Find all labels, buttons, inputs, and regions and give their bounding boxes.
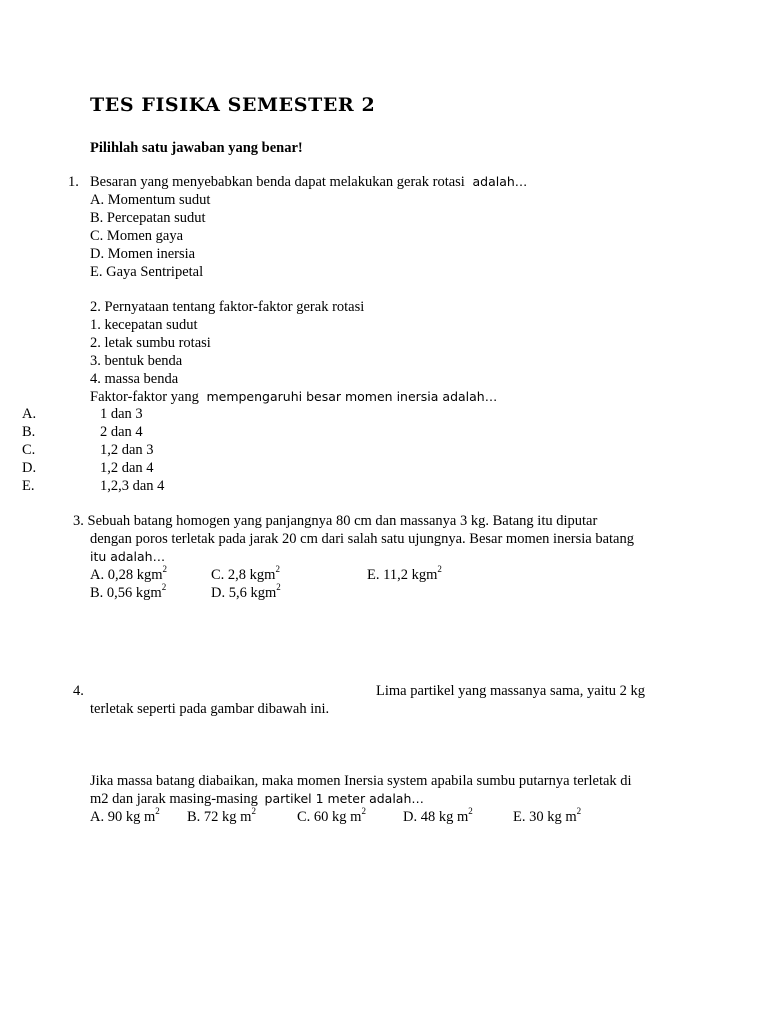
exponent: 2: [361, 806, 366, 817]
exponent: 2: [576, 806, 582, 817]
exponent: 2: [161, 582, 167, 593]
q1-text: [90, 173, 527, 191]
q2-option-letter: B.: [22, 424, 36, 440]
q2-statement: 1. kecepatan sudut: [90, 317, 198, 333]
exponent: 2: [437, 564, 442, 575]
exponent: 2: [275, 564, 280, 575]
q1-number: 1.: [68, 174, 79, 190]
q3-option-text: C. 2,8 kgm: [211, 567, 276, 583]
q4-paragraph-start: m2 dan jarak masing-masing: [90, 791, 258, 807]
q4-option-text: B. 72 kg m: [187, 809, 252, 825]
exponent: 2: [162, 564, 167, 575]
exponent: 2: [468, 806, 473, 817]
q3-line: 3. Sebuah batang homogen yang panjangnya 80 cm dan massanya 3 kg. Batang itu diputar: [73, 513, 598, 529]
q3-option-d: [211, 584, 281, 602]
q2-option-value: 1 dan 3: [100, 406, 143, 422]
q2-option-letter: C.: [22, 442, 36, 458]
q4-text: terletak seperti pada gambar dibawah ini.: [90, 701, 330, 717]
q3-option-text: E. 11,2 kgm: [367, 567, 438, 583]
q1-option: D. Momen inersia: [90, 246, 196, 262]
q2-prompt-end: mempengaruhi besar momen inersia adalah…: [206, 389, 498, 404]
q1-option: C. Momen gaya: [90, 228, 184, 244]
q2-option-value: 1,2 dan 4: [100, 460, 154, 476]
q1-option: B. Percepatan sudut: [90, 210, 206, 226]
q3-line: dengan poros terletak pada jarak 20 cm dari salah satu ujungnya. Besar momen inersia batang: [90, 531, 634, 547]
q4-paragraph: [90, 790, 424, 808]
q3-option-text: A. 0,28 kgm: [90, 567, 163, 583]
q4-number: 4.: [73, 683, 84, 699]
q3-option-text: B. 0,56 kgm: [90, 585, 162, 601]
q1-option: E. Gaya Sentripetal: [90, 264, 204, 280]
q3-option-c: [211, 566, 280, 584]
q4-paragraph-end: partikel 1 meter adalah…: [264, 791, 424, 806]
page-title: TES FISIKA SEMESTER 2: [90, 94, 376, 116]
q1-option: A. Momentum sudut: [90, 192, 211, 208]
q3-option-e: [367, 566, 442, 584]
q2-option-letter: A.: [22, 406, 37, 422]
q3-option-b: [90, 584, 166, 602]
q2-option-letter: D.: [22, 460, 37, 476]
q2-statement: 3. bentuk benda: [90, 353, 183, 369]
instruction: Pilihlah satu jawaban yang benar!: [90, 140, 303, 156]
exponent: 2: [276, 582, 281, 593]
q3-option-text: D. 5,6 kgm: [211, 585, 277, 601]
q1-question-tail: adalah…: [472, 174, 528, 189]
q4-option-d: [403, 808, 473, 826]
q2-option-letter: E.: [22, 478, 35, 494]
q4-text: Lima partikel yang massanya sama, yaitu 2 kg: [376, 683, 645, 699]
q2-option-value: 1,2,3 dan 4: [100, 478, 165, 494]
q4-option-text: E. 30 kg m: [513, 809, 577, 825]
q4-option-text: D. 48 kg m: [403, 809, 469, 825]
q2-prompt: [90, 388, 497, 406]
q4-option-a: [90, 808, 160, 826]
q3-option-a: [90, 566, 167, 584]
q3-line: itu adalah…: [90, 549, 166, 564]
q4-option-e: [513, 808, 581, 826]
q4-option-c: [297, 808, 366, 826]
q2-option-value: 2 dan 4: [100, 424, 143, 440]
q4-option-b: [187, 808, 256, 826]
q4-paragraph: Jika massa batang diabaikan, maka momen Inersia system apabila sumbu putarnya terletak di: [90, 773, 632, 789]
exponent: 2: [251, 806, 256, 817]
q2-text: 2. Pernyataan tentang faktor-faktor gerak rotasi: [90, 299, 365, 315]
q2-prompt-start: Faktor-faktor yang: [90, 389, 199, 405]
q4-option-text: A. 90 kg m: [90, 809, 156, 825]
q1-question: Besaran yang menyebabkan benda dapat melakukan gerak rotasi: [90, 174, 465, 190]
q4-option-text: C. 60 kg m: [297, 809, 362, 825]
q2-option-value: 1,2 dan 3: [100, 442, 154, 458]
exponent: 2: [155, 806, 160, 817]
q2-statement: 2. letak sumbu rotasi: [90, 335, 211, 351]
q2-statement: 4. massa benda: [90, 371, 179, 387]
